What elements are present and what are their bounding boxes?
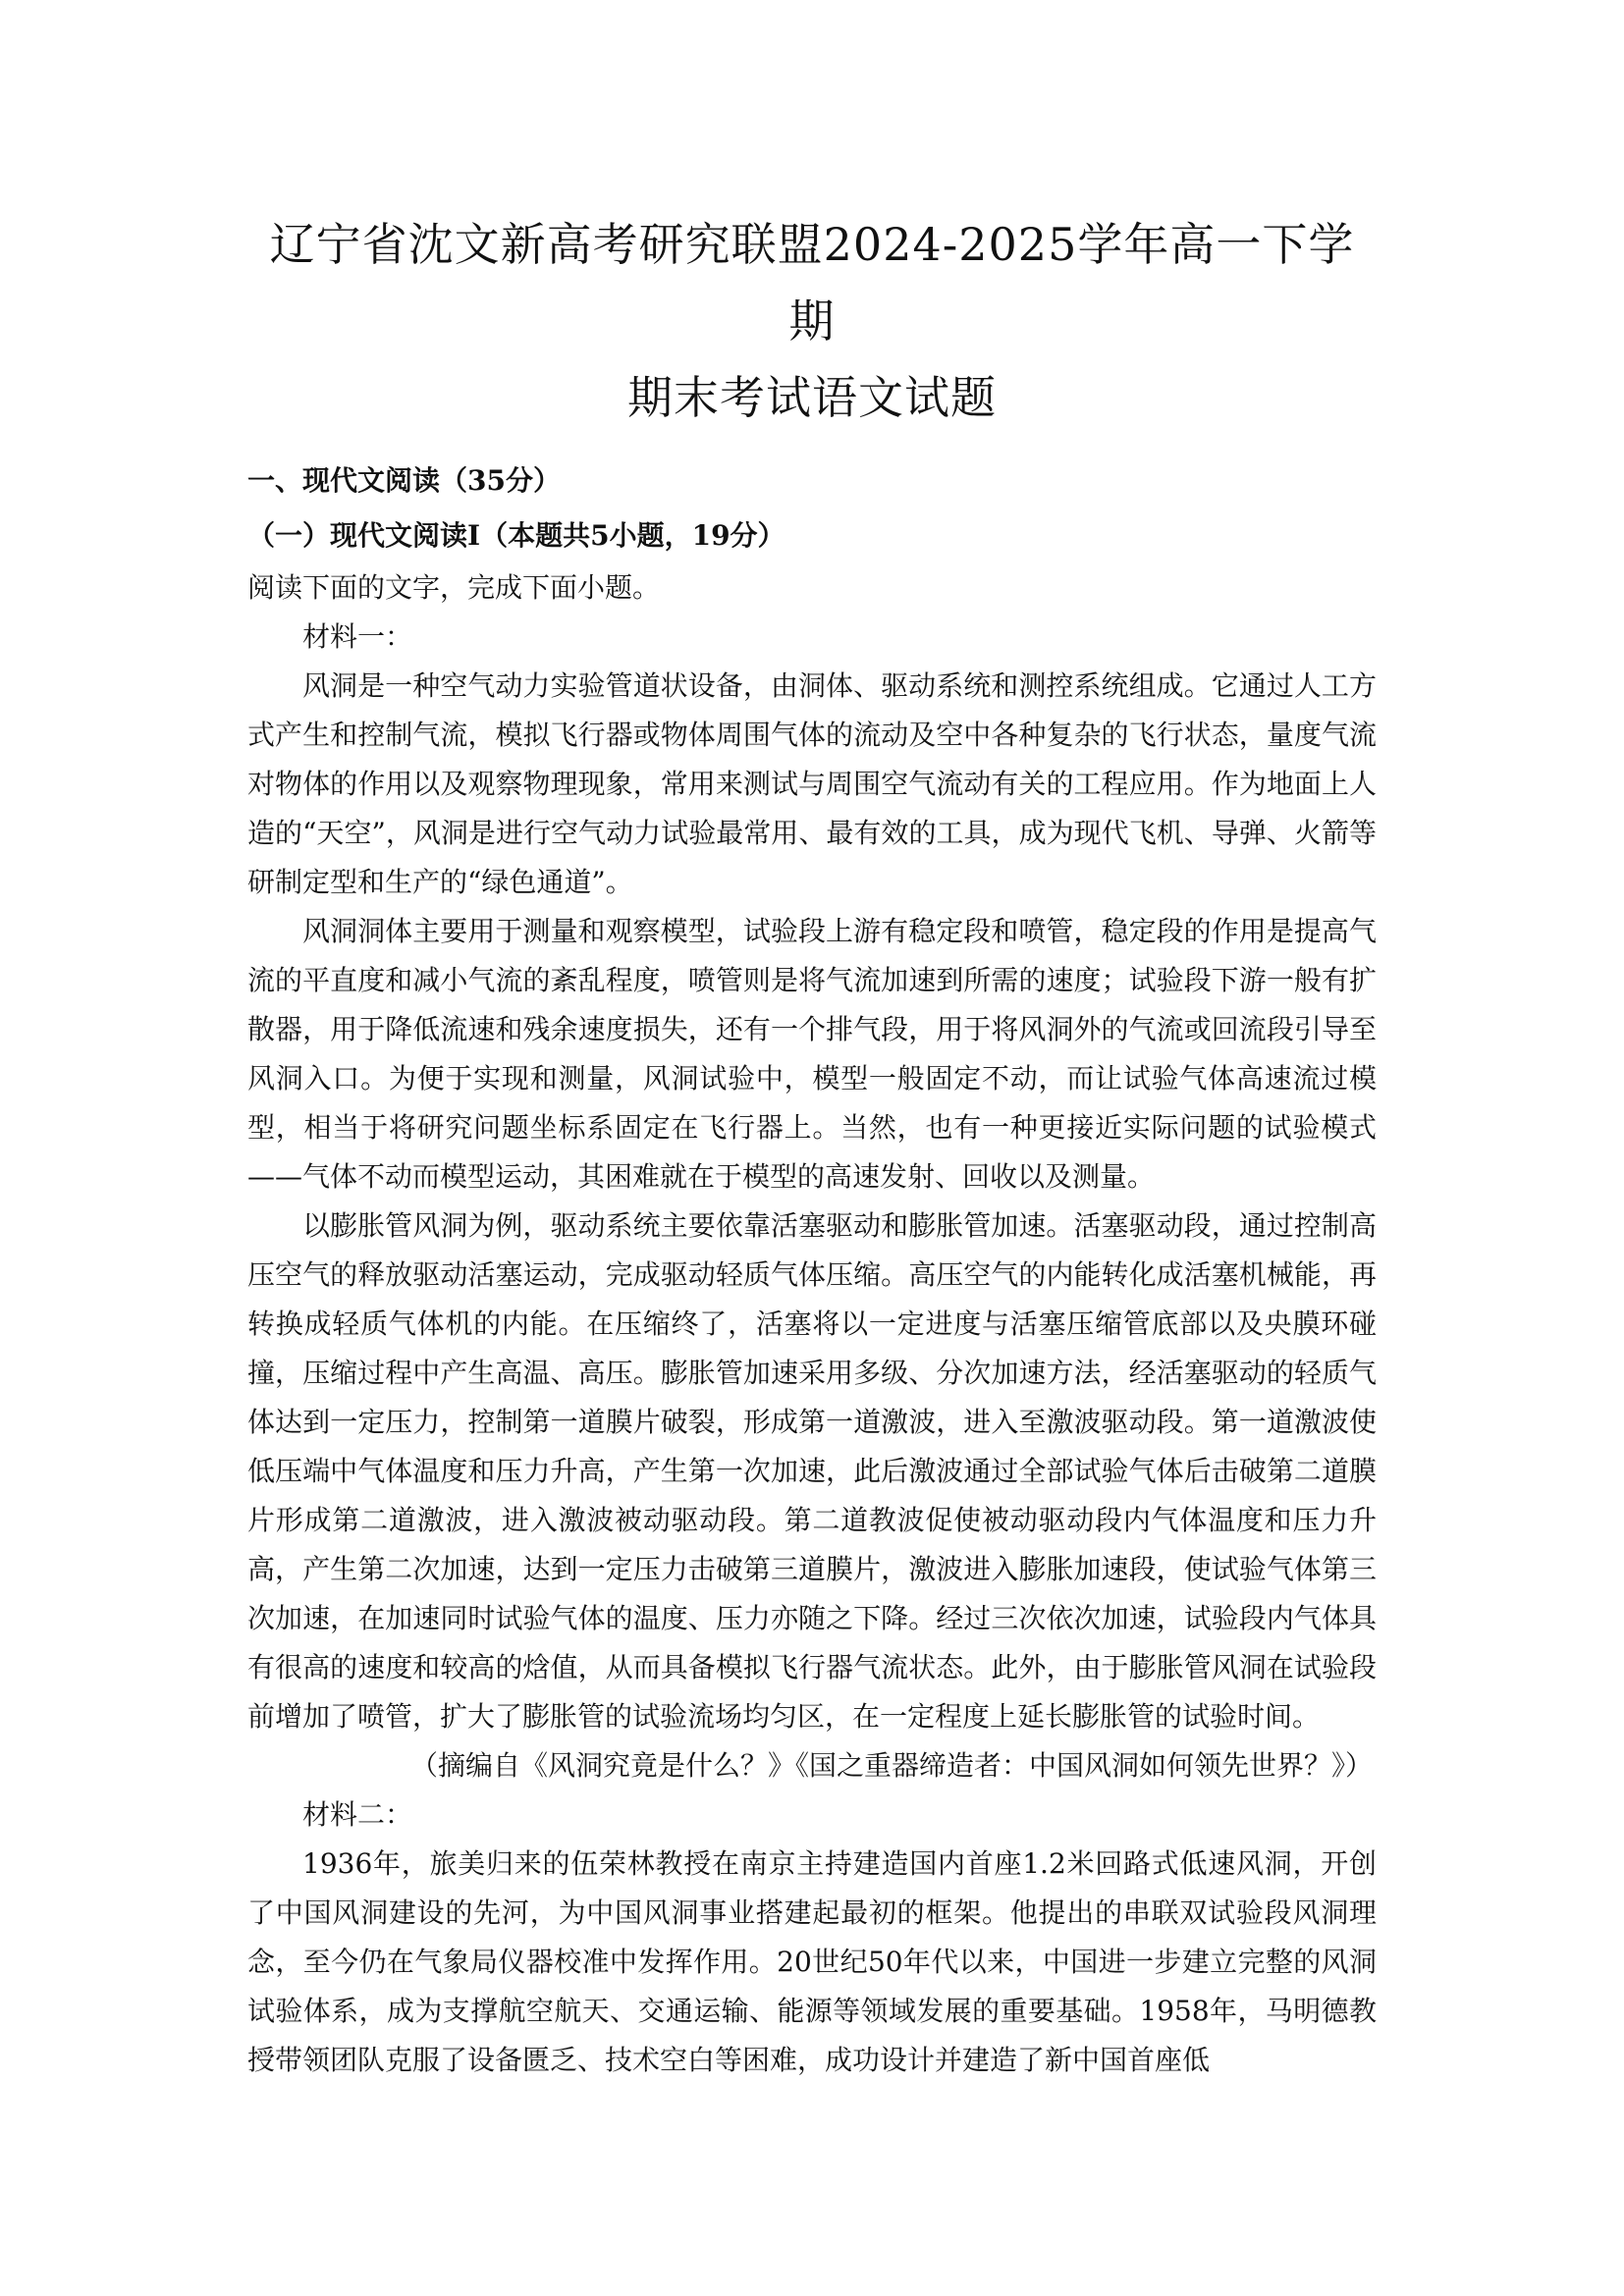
title-line-2: 期末考试语文试题 — [627, 371, 997, 424]
material-1-paragraph-3: 以膨胀管风洞为例，驱动系统主要依靠活塞驱动和膨胀管加速。活塞驱动段，通过控制高压空气的释放驱动活塞运动，完成驱动轻质气体压缩。高压空气的内能转化成活塞机械能，再转换成轻质气体机的内能。在压缩终了，活塞将以一定进度与活塞压缩管底部以及央膜环碰撞，压缩过程中产生高温、高压。膨胀管加速采用多级、分次加速方法，经活塞驱动的轻质气体达到一定压力，控制第一道膜片破裂，形成第一道激波，进入至激波驱动段。第一道激波使低压端中气体温度和压力升高，产生第一次加速，此后激波通过全部试验气体后击破第二道膜片形成第二道激波，进入激波被动驱动段。第二道教波促使被动驱动段内气体温度和压力升高，产生第二次加速，达到一定压力击破第三道膜片，激波进入膨胀加速段，使试验气体第三次加速，在加速同时试验气体的温度、压力亦随之下降。经过三次依次加速，试验段内气体具有很高的速度和较高的焓值，从而具备模拟飞行器气流状态。此外，由于膨胀管风洞在试验段前增加了喷管，扩大了膨胀管的试验流场均匀区，在一定程度上延长膨胀管的试验时间。 — [247, 1209, 1377, 1733]
material-2-label: 材料二： — [302, 1798, 413, 1831]
subsection-heading: （一）现代文阅读I（本题共5小题，19分） — [247, 519, 785, 552]
title-line-1: 辽宁省沈文新高考研究联盟2024-2025学年高一下学期 — [269, 218, 1355, 347]
material-1-source: （摘编自《风洞究竟是什么？》《国之重器缔造者：中国风洞如何领先世界？》） — [409, 1749, 1373, 1782]
material-1-paragraph-1: 风洞是一种空气动力实验管道状设备，由洞体、驱动系统和测控系统组成。它通过人工方式产生和控制气流，模拟飞行器或物体周围气体的流动及空中各种复杂的飞行状态，量度气流对物体的作用以及观察物理现象，常用来测试与周围空气流动有关的工程应用。作为地面上人造的“天空”，风洞是进行空气动力试验最常用、最有效的工具，成为现代飞机、导弹、火箭等研制定型和生产的“绿色通道”。 — [247, 669, 1377, 898]
reading-instruction: 阅读下面的文字，完成下面小题。 — [247, 571, 661, 604]
material-1-paragraph-2: 风洞洞体主要用于测量和观察模型，试验段上游有稳定段和喷管，稳定段的作用是提高气流的平直度和减小气流的紊乱程度，喷管则是将气流加速到所需的速度；试验段下游一般有扩散器，用于降低流速和残余速度损失，还有一个排气段，用于将风洞外的气流或回流段引导至风洞入口。为便于实现和测量，风洞试验中，模型一般固定不动，而让试验气体高速流过模型，相当于将研究问题坐标系固定在飞行器上。当然，也有一种更接近实际问题的试验模式——气体不动而模型运动，其困难就在于模型的高速发射、回收以及测量。 — [247, 915, 1377, 1193]
document-page — [247, 206, 1377, 2085]
material-2-paragraph-1: 1936年，旅美归来的伍荣林教授在南京主持建造国内首座1.2米回路式低速风洞，开创了中国风洞建设的先河，为中国风洞事业搭建起最初的框架。他提出的串联双试验段风洞理念，至今仍在气象局仪器校准中发挥作用。20世纪50年代以来，中国进一步建立完整的风洞试验体系，成为支撑航空航天、交通运输、能源等领域发展的重要基础。1958年，马明德教授带领团队克服了设备匮乏、技术空白等困难，成功设计并建造了新中国首座低 — [247, 1847, 1377, 2076]
material-1-label: 材料一： — [302, 620, 413, 653]
section-heading: 一、现代文阅读（35分） — [247, 464, 561, 497]
